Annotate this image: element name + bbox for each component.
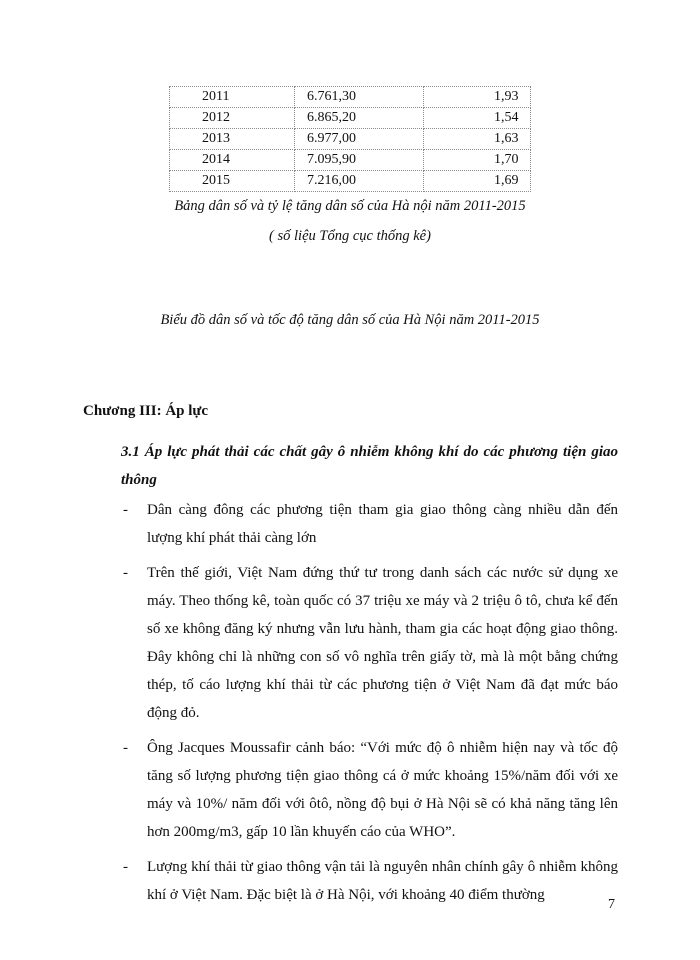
year-cell: 2012: [170, 108, 295, 129]
bullet-dash: -: [123, 859, 128, 875]
table-source-note: ( số liệu Tổng cục thống kê): [269, 228, 431, 244]
table-caption: Bảng dân số và tỷ lệ tăng dân số của Hà nội năm 2011-2015: [174, 198, 526, 214]
year-cell: 2013: [170, 129, 295, 150]
table-row: [170, 150, 531, 171]
growth-rate-cell: 1,70: [424, 150, 531, 171]
table-row: [170, 171, 531, 192]
page-number: 7: [608, 897, 615, 912]
list-item-text: Lượng khí thải từ giao thông vận tải là nguyên nhân chính gây ô nhiễm không khí ở Việt Nam. Đặc biệt là ở Hà Nội, với khoảng 40 điểm thường: [147, 859, 618, 903]
list-item: [121, 734, 618, 846]
population-cell: 7.216,00: [295, 171, 424, 192]
bullet-dash: -: [123, 740, 128, 756]
list-item-text: Ông Jacques Moussafir cảnh báo: “Với mức độ ô nhiễm hiện nay và tốc độ tăng số lượng phương tiện giao thông cá ở mức khoảng 15%/năm đối với xe máy và 10%/ năm đối với ôtô, nồng độ bụi ở Hà Nội sẽ có khả năng tăng lên hơn 200mg/m3, gấp 10 lần khuyến cáo của WHO”.: [147, 740, 618, 840]
growth-rate-cell: 1,69: [424, 171, 531, 192]
chapter-heading: Chương III: Áp lực: [83, 403, 209, 419]
growth-rate-cell: 1,54: [424, 108, 531, 129]
year-cell: 2014: [170, 150, 295, 171]
list-item-text: Trên thế giới, Việt Nam đứng thứ tư trong danh sách các nước sử dụng xe máy. Theo thống kê, toàn quốc có 37 triệu xe máy và 2 triệu ô tô, chưa kể đến số xe không đăng ký nhưng vẫn lưu hành, tham gia các hoạt động giao thông. Đây không chỉ là những con số vô nghĩa trên giấy tờ, mà là một bằng chứng thép, tố cáo lượng khí thải từ các phương tiện ở Việt Nam đã đạt mức báo động đỏ.: [147, 565, 618, 721]
table-row: [170, 108, 531, 129]
list-item-text: Dân càng đông các phương tiện tham gia giao thông càng nhiều dẫn đến lượng khí phát thải càng lớn: [147, 502, 618, 546]
bullet-dash: -: [123, 502, 128, 518]
population-cell: 6.761,30: [295, 87, 424, 108]
bullet-dash: -: [123, 565, 128, 581]
list-item: [121, 559, 618, 727]
population-cell: 7.095,90: [295, 150, 424, 171]
section-heading: 3.1 Áp lực phát thải các chất gây ô nhiễm không khí do các phương tiện giao thông: [121, 444, 618, 488]
population-table: [169, 86, 531, 192]
list-item: [121, 496, 618, 552]
chart-caption: Biểu đồ dân số và tốc độ tăng dân số của Hà Nội năm 2011-2015: [160, 312, 540, 328]
growth-rate-cell: 1,63: [424, 129, 531, 150]
list-item: [121, 853, 618, 909]
population-cell: 6.977,00: [295, 129, 424, 150]
table-row: [170, 129, 531, 150]
bullet-list: [121, 496, 618, 916]
year-cell: 2015: [170, 171, 295, 192]
table-row: [170, 87, 531, 108]
growth-rate-cell: 1,93: [424, 87, 531, 108]
year-cell: 2011: [170, 87, 295, 108]
population-cell: 6.865,20: [295, 108, 424, 129]
